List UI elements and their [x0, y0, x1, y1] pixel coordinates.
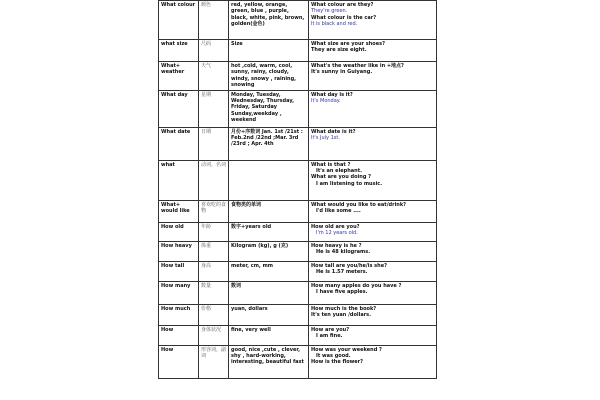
chinese-meaning-cell: 星期 [199, 90, 229, 127]
question-word-cell: How [159, 325, 199, 345]
example-line: What would you like to eat/drink? [311, 201, 407, 208]
table-row [159, 1, 437, 40]
example-line: How old are you? [311, 223, 360, 230]
table-row [159, 62, 437, 91]
example-cell [309, 127, 437, 160]
example-line: He is 1.57 meters. [316, 269, 368, 276]
example-line: It's July 1st. [311, 135, 340, 142]
example-line: It was good. [316, 353, 351, 360]
question-word-cell: What day [159, 90, 199, 127]
question-word-cell: How tall [159, 261, 199, 281]
vocabulary-cell: hot ,cold, warm, cool, sunny, rainy, cloudy, windy, snowy , raining, snowing [229, 62, 309, 91]
example-line: I am listening to music. [316, 180, 383, 187]
vocabulary-cell: Monday, Tuesday, Wednesday, Thursday, Friday, Saturday Sunday,weekday , weekend [229, 90, 309, 127]
example-line: They're green. [311, 8, 348, 15]
example-line: It's ten yuan /dollars. [311, 312, 372, 319]
vocabulary-cell: meter, cm, mm [229, 261, 309, 281]
table-row [159, 281, 437, 304]
table-row [159, 90, 437, 127]
table-row [159, 325, 437, 345]
example-line: How is the flower? [311, 359, 364, 366]
vocabulary-cell: fine, very well [229, 325, 309, 345]
chinese-meaning-cell: 体重 [199, 241, 229, 261]
example-line: How many apples do you have ? [311, 282, 402, 289]
example-line: I have five apples. [316, 289, 368, 296]
example-cell [309, 200, 437, 222]
example-line: What is that ? [311, 161, 351, 168]
example-line: What are you doing ? [311, 174, 372, 181]
example-cell [309, 1, 437, 40]
example-line: What colour are they? [311, 2, 374, 8]
example-cell [309, 160, 437, 200]
vocabulary-cell: 月份+序数词 Jan. 1st /21st : Feb.2nd /22nd ;Mar. 3rd /23rd ; Apr. 4th [229, 127, 309, 160]
question-word-cell: What+ would like [159, 200, 199, 222]
example-line: How was your weekend ? [311, 346, 382, 353]
example-cell [309, 261, 437, 281]
question-word-cell: How much [159, 304, 199, 325]
example-line: How heavy is he ? [311, 242, 362, 249]
example-line: It's Monday. [311, 98, 341, 105]
vocabulary-cell: 数字+years old [229, 222, 309, 241]
example-cell [309, 62, 437, 91]
question-word-cell: what size [159, 40, 199, 62]
chinese-meaning-cell: 身体状况 [199, 325, 229, 345]
chinese-meaning-cell: 动词，名词 [199, 160, 229, 200]
example-line: They are size eight. [311, 47, 367, 54]
vocabulary-cell: Kilogram (kg), g (克) [229, 241, 309, 261]
chinese-meaning-cell: 形容词，副词 [199, 345, 229, 378]
table-row [159, 345, 437, 378]
vocabulary-cell: red, yellow, orange, green, blue , purple, black, white, pink, brown, golden(金色) [229, 1, 309, 40]
chinese-meaning-cell: 数量 [199, 281, 229, 304]
example-cell [309, 40, 437, 62]
question-word-cell: What colour [159, 1, 199, 40]
vocabulary-cell: yuan, dollars [229, 304, 309, 325]
example-line: What size are your shoes? [311, 41, 385, 47]
example-line: What day is it? [311, 91, 353, 98]
vocabulary-cell: 食物类的单词 [229, 200, 309, 222]
question-word-cell: What date [159, 127, 199, 160]
example-line: I'm 12 years old. [316, 230, 358, 237]
chinese-meaning-cell: 天气 [199, 62, 229, 91]
chinese-meaning-cell: 日期 [199, 127, 229, 160]
question-word-cell: What+ weather [159, 62, 199, 91]
example-line: It's an elephant. [316, 168, 363, 175]
example-line: What's the weather like in +地点? [311, 63, 404, 69]
table-row [159, 241, 437, 261]
chinese-meaning-cell: 尺码 [199, 40, 229, 62]
vocabulary-cell: 数词 [229, 281, 309, 304]
question-word-cell: How [159, 345, 199, 378]
question-word-cell: How many [159, 281, 199, 304]
table-row [159, 40, 437, 62]
question-word-cell: How old [159, 222, 199, 241]
example-cell [309, 222, 437, 241]
example-line: I'd like some .... [316, 208, 361, 215]
example-line: It is black and red. [311, 21, 358, 28]
example-line: How are you? [311, 326, 350, 333]
example-cell [309, 345, 437, 378]
example-line: He is 48 kilograms. [316, 249, 371, 256]
document-page [158, 0, 436, 400]
table-row [159, 222, 437, 241]
vocabulary-cell: good, nice ,cute , clever, shy , hard-working, interesting, beautiful fast [229, 345, 309, 378]
question-word-cell: How heavy [159, 241, 199, 261]
chinese-meaning-cell: 身高 [199, 261, 229, 281]
example-line: What date is it? [311, 128, 356, 135]
example-line: It's sunny in Guiyang. [311, 69, 373, 76]
vocabulary-cell [229, 160, 309, 200]
table-row [159, 304, 437, 325]
question-word-cell: what [159, 160, 199, 200]
table-row [159, 127, 437, 160]
example-cell [309, 90, 437, 127]
example-line: How tall are you/he/is she? [311, 262, 387, 269]
example-cell [309, 281, 437, 304]
chinese-meaning-cell: 喜欢吃的食物 [199, 200, 229, 222]
table-row [159, 200, 437, 222]
example-line: How much is the book? [311, 305, 377, 312]
example-line: I am fine. [316, 333, 343, 340]
example-cell [309, 304, 437, 325]
question-words-table [158, 0, 437, 379]
example-line: What colour is the car? [311, 14, 377, 21]
table-row [159, 160, 437, 200]
vocabulary-cell: Size [229, 40, 309, 62]
chinese-meaning-cell: 价格 [199, 304, 229, 325]
example-cell [309, 241, 437, 261]
example-cell [309, 325, 437, 345]
chinese-meaning-cell: 颜色 [199, 1, 229, 40]
table-row [159, 261, 437, 281]
chinese-meaning-cell: 年龄 [199, 222, 229, 241]
